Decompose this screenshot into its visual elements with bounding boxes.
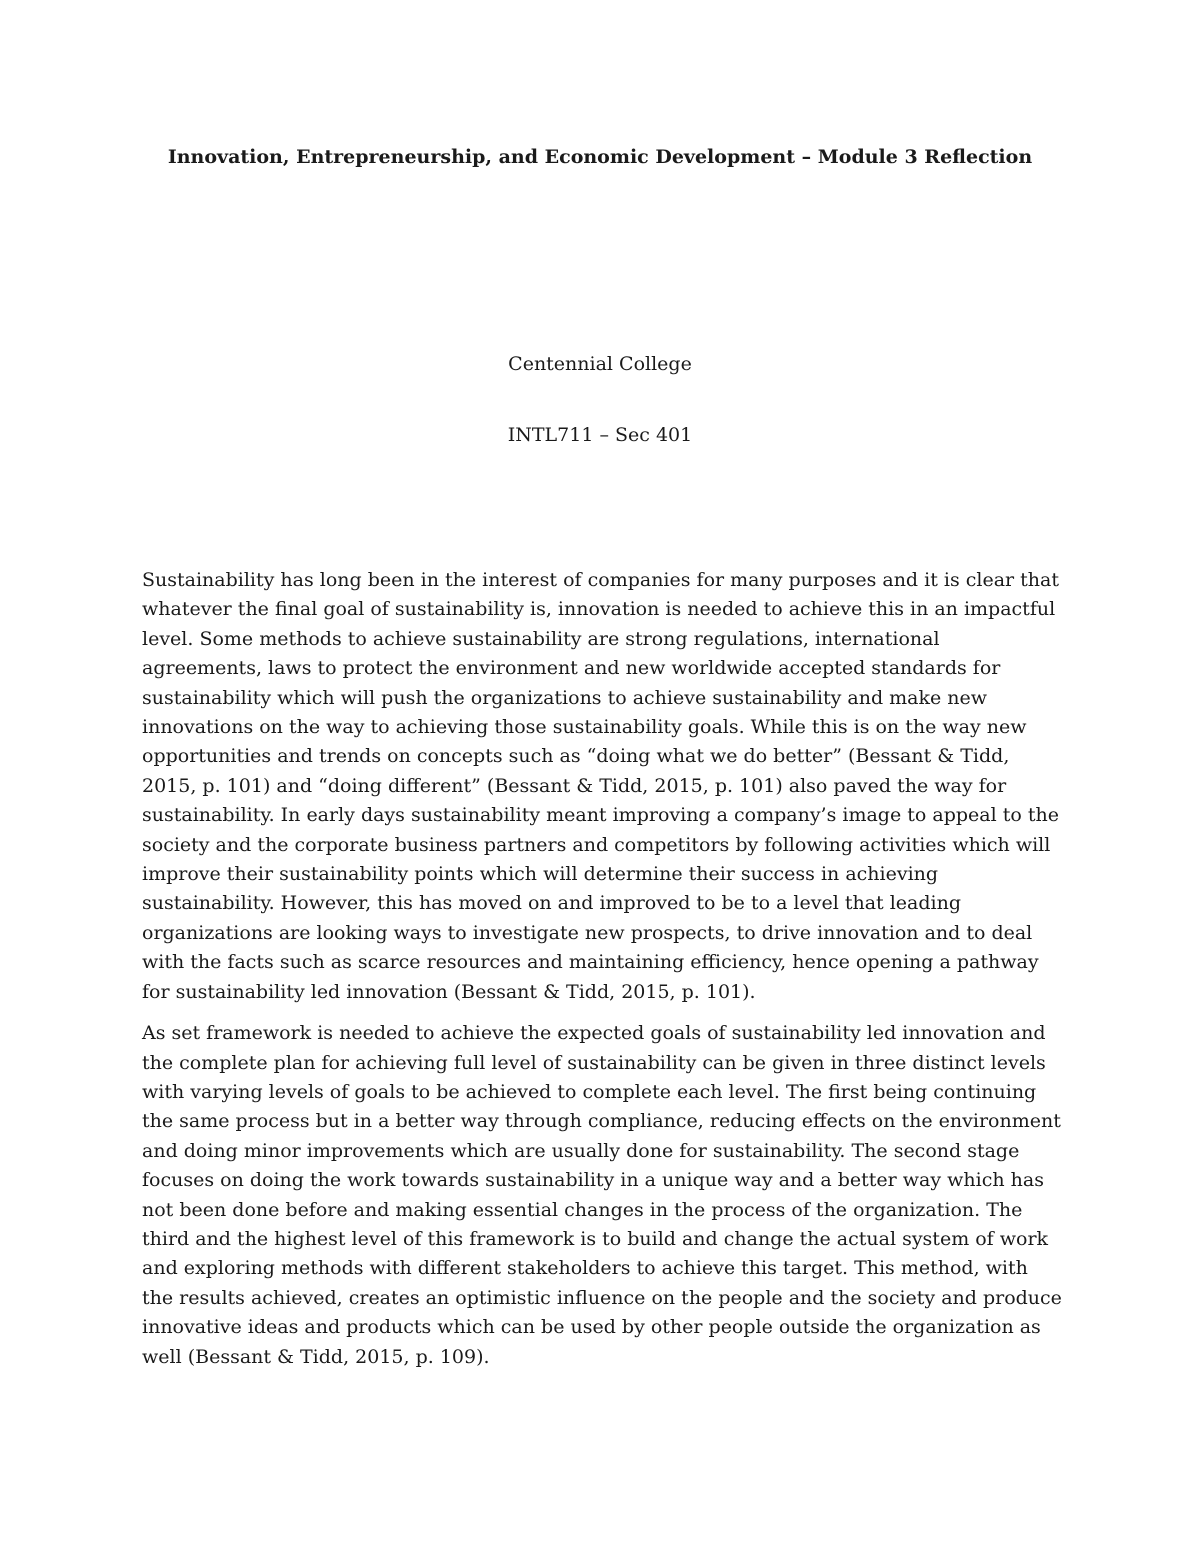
body-paragraph-2: As set framework is needed to achieve the expected goals of sustainability led innovation and the complete plan for achieving full level of sustainability can be given in three distinct levels with varying levels of goals to be achieved to complete each level. The first being continuing the same process but in a better way through compliance, reducing effects on the environment and doing minor improvements which are usually done for sustainability. The second stage focuses on doing the work towards sustainability in a unique way and a better way which has not been done before and making essential changes in the process of the organization. The third and the highest level of this framework is to build and change the actual system of work and exploring methods with different stakeholders to achieve this target. This method, with the results achieved, creates an optimistic influence on the people and the society and produce innovative ideas and products which can be used by other people outside the organization as well (Bessant & Tidd, 2015, p. 109). <box>142 1022 1062 1368</box>
document-title: Innovation, Entrepreneurship, and Economic Development – Module 3 Reflection <box>167 146 1033 168</box>
institution-name: Centennial College <box>508 353 692 375</box>
body-paragraph-1: Sustainability has long been in the interest of companies for many purposes and it is clear that whatever the final goal of sustainability is, innovation is needed to achieve this in an impactful level. Some methods to achieve sustainability are strong regulations, international agreements, laws to protect the environment and new worldwide accepted standards for sustainability which will push the organizations to achieve sustainability and make new innovations on the way to achieving those sustainability goals. While this is on the way new opportunities and trends on concepts such as “doing what we do better” (Bessant & Tidd, 2015, p. 101) and “doing different” (Bessant & Tidd, 2015, p. 101) also paved the way for sustainability. In early days sustainability meant improving a company’s image to appeal to the society and the corporate business partners and competitors by following activities which will improve their sustainability points which will determine their success in achieving sustainability. However, this has moved on and improved to be to a level that leading organizations are looking ways to investigate new prospects, to drive innovation and to deal with the facts such as scarce resources and maintaining efficiency, hence opening a pathway for sustainability led innovation (Bessant & Tidd, 2015, p. 101). <box>142 569 1059 1003</box>
course-code: INTL711 – Sec 401 <box>507 424 693 446</box>
document-body <box>142 566 1062 1372</box>
